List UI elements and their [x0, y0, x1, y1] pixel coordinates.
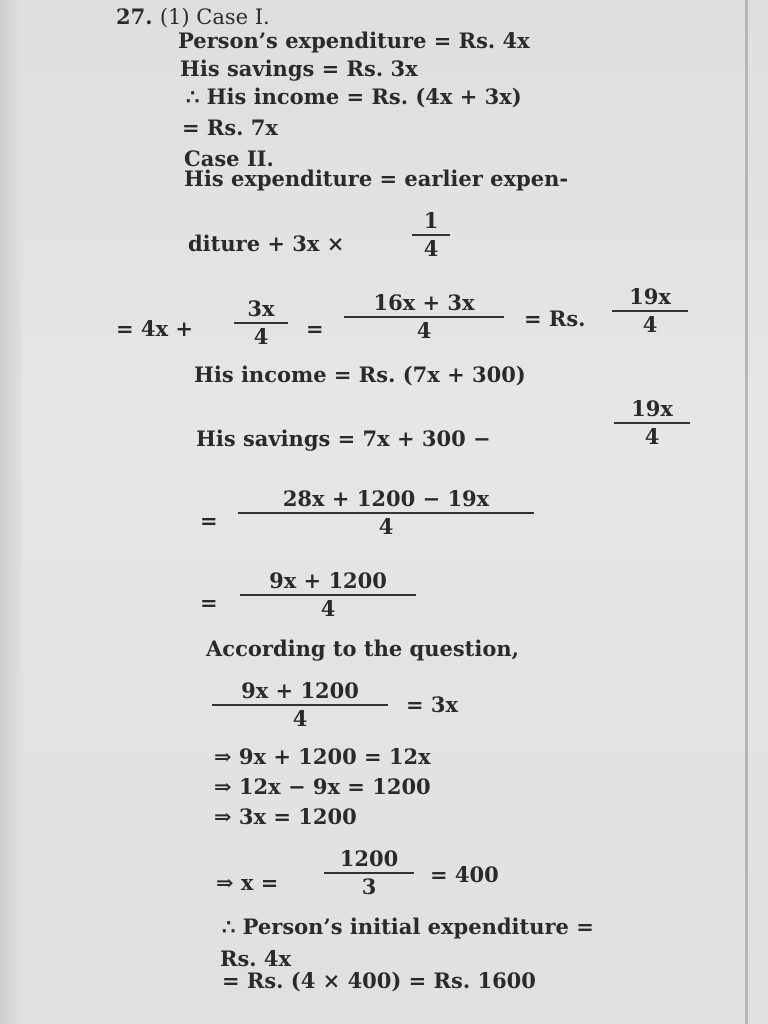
fraction-6-den: 4 [378, 514, 394, 539]
line-8a: = 4x + [116, 316, 193, 341]
fraction-9 [324, 846, 414, 900]
fraction-7-den: 4 [320, 596, 336, 621]
line-18: Rs. 4x [220, 946, 292, 971]
line-11: According to the question, [206, 636, 519, 661]
line-7: diture + 3x × [188, 231, 345, 256]
fraction-1-num: 1 [423, 208, 439, 233]
line-17: ∴ Person’s initial expenditure = [222, 914, 594, 939]
line-3: ∴ His income = Rs. (4x + 3x) [186, 84, 522, 109]
line-16a: ⇒ x = [216, 870, 279, 895]
fraction-4-num: 19x [629, 284, 671, 309]
line-12: = 3x [406, 692, 459, 717]
fraction-3-den: 4 [416, 318, 432, 343]
line-13: ⇒ 9x + 1200 = 12x [214, 744, 431, 769]
fraction-6 [238, 486, 534, 540]
fraction-5 [614, 396, 690, 450]
line-1: Person’s expenditure = Rs. 4x [178, 28, 530, 53]
fraction-6-num: 28x + 1200 − 19x [282, 486, 490, 511]
column-rule [745, 0, 748, 1024]
fraction-8-den: 4 [292, 706, 308, 731]
line-2: His savings = Rs. 3x [180, 56, 418, 81]
fraction-7 [240, 568, 416, 622]
line-9: His income = Rs. (7x + 300) [194, 362, 526, 387]
fraction-2-den: 4 [253, 324, 269, 349]
line-8b: = Rs. [524, 306, 586, 331]
fraction-7-num: 9x + 1200 [269, 568, 387, 593]
line-6: His expenditure = earlier expen- [184, 166, 569, 191]
question-number-label: 27. [116, 4, 153, 29]
equals-1: = [306, 316, 324, 341]
line-16b: = 400 [430, 862, 499, 887]
line-10: His savings = 7x + 300 − [196, 426, 491, 451]
line-5: Case II. [184, 146, 274, 171]
fraction-3-num: 16x + 3x [373, 290, 475, 315]
line-15: ⇒ 3x = 1200 [214, 804, 357, 829]
fraction-4-den: 4 [642, 312, 658, 337]
fraction-8 [212, 678, 388, 732]
line-19: = Rs. (4 × 400) = Rs. 1600 [222, 968, 536, 993]
fraction-4 [612, 284, 688, 338]
fraction-1-den: 4 [423, 236, 439, 261]
question-number [116, 4, 270, 30]
option-label: (1) Case I. [159, 5, 270, 29]
line-14: ⇒ 12x − 9x = 1200 [214, 774, 431, 799]
fraction-5-num: 19x [631, 396, 673, 421]
fraction-9-den: 3 [361, 874, 377, 899]
fraction-2-num: 3x [247, 296, 275, 321]
fraction-2 [234, 296, 288, 350]
fraction-9-num: 1200 [339, 846, 399, 871]
page-edge [0, 0, 22, 1024]
line-4: = Rs. 7x [182, 115, 278, 140]
equals-2: = [200, 508, 218, 533]
equals-3: = [200, 590, 218, 615]
fraction-8-num: 9x + 1200 [241, 678, 359, 703]
fraction-1 [412, 208, 450, 262]
fraction-3 [344, 290, 504, 344]
fraction-5-den: 4 [644, 424, 660, 449]
